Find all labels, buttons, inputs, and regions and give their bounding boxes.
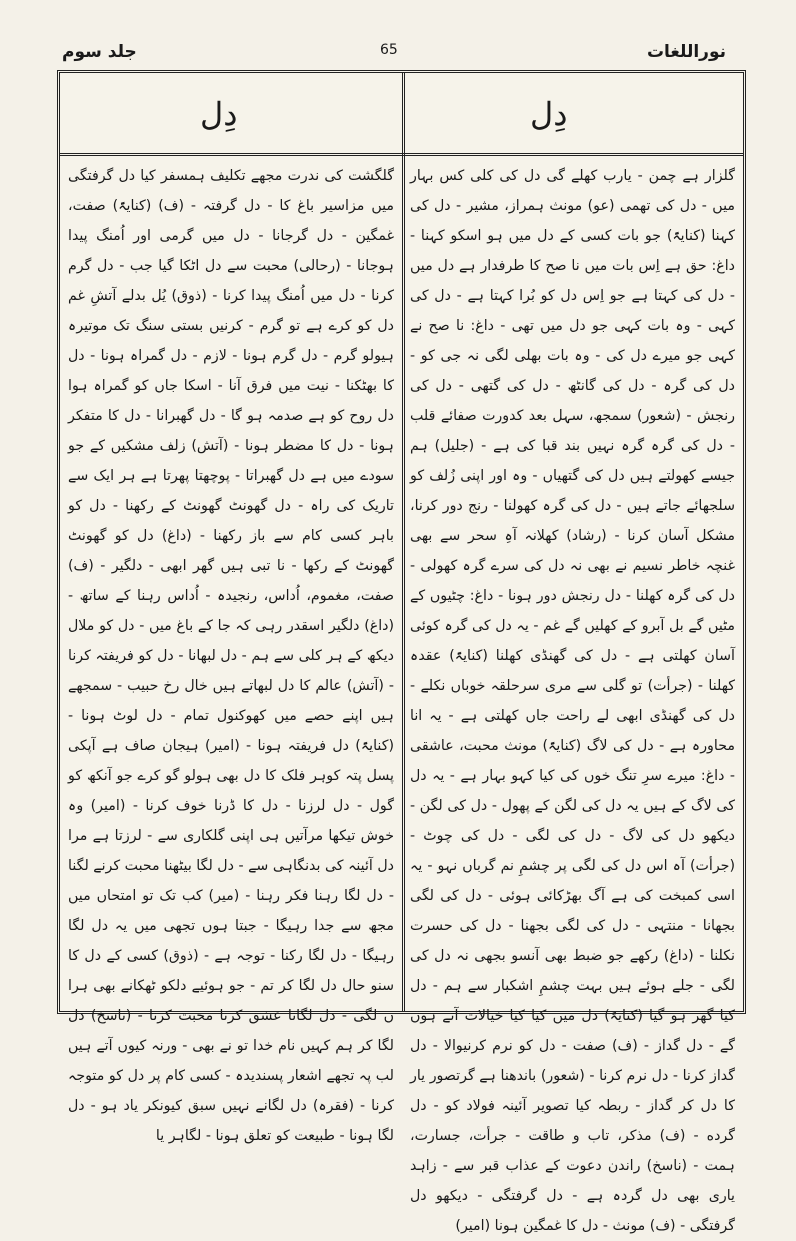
right-column-headword: دِل	[530, 95, 568, 133]
dictionary-title: نوراللغات	[646, 42, 726, 62]
column-divider	[402, 73, 405, 1011]
page-number: 65	[380, 42, 398, 58]
left-column-text	[68, 161, 394, 1144]
left-column-headword: دِل	[200, 95, 238, 133]
page-frame	[57, 70, 746, 1234]
right-column-entries: گلزار ہے چمن - یارب کھلے گی دل کی کلی کس بہار میں - دل کی تھمی (عو) مونث ہمراز، مشیر - دل کی کہنا (کنایۃً) جو بات کسی کے دل میں ہو اسکو کہنا - داغ: حق ہے اِس بات میں نا صح کا طرفدار ہے دل میں - دل کی کہتا ہے جو اِس دل کو بُرا کہتا ہے - دل کی کہی - وہ بات کہی جو دل میں تھی - داغ: نا صح نے کہی جو میرے دل کی - وہ بات بھلی لگی نہ جی کو - دل کی گرہ - دل کی گانٹھ - دل کی گتھی - دل کی رنجش - (شعور) سمجھ، سہل بعد کدورت صفائے قلب - دل کی گرہ گرہ نہیں بند قبا کی ہے - (جلیل) ہم جیسے کھولتے ہیں دل کی گتھیاں - وہ اور اپنی زُلف کو سلجھائے جاتے ہیں - دل کی گرہ کھولنا - رنج دور کرنا، مشکل آسان کرنا - (رشاد) کھلانہ آہِ سحر سے بھی غنچہ خاطر نسیم نے بھی نہ دل کی سرے گرہ کھولی - دل کی گرہ کھلنا - دل رنجش دور ہونا - داغ: چٹیوں کے مٹیں گے بل آبرو کے کھلیں گے غم - یہ دل کی گرہ کوئی آسان کھلتی ہے - دل کی گھنڈی کھلنا (کنایۃً) عقدہ کھلنا - (جرأت) تو گلی سے مری سرحلقہ خوباں نکلے - دل کی گھنڈی ابھی لے راحت جاں کھلتی ہے - یہ انا محاورہ ہے - دل کی لاگ (کنایۃً) مونث محبت، عاشقی - داغ: میرے سرِ تنگ خوں کی کیا کہو بہار ہے - یہ دل کی لاگ کے ہیں یہ دل کی لگن کے پھول - دل کی لگن - دیکھو دل کی لاگ - دل کی لگی - دل کی چوٹ - (جرأت) آہ اس دل کی لگی پر چشمِ نم گرباں نہو - یہ اسی کمبخت کی ہے آگ بھڑکائی ہوئی - دل کی لگی بجھانا - منتہی - دل کی لگی بجھنا - دل کی حسرت نکلنا - (داغ) رکھے جو ضبط بھی آنسو بجھی نہ دل کی لگی - جلے ہوئے ہیں بہت چشمِ اشکبار سے ہم - دل کیا گھر ہو گیا (کنایۃً) دل میں کیا کیا خیالات آتے ہوں گے - دل گداز - (ف) صفت - دل کو نرم کرنیوالا - دل گداز کرنا - دل نرم کرنا - (شعور) باندھنا ہے گرتصور یار کا دل کر گداز - ربطہ کیا تصویر آئینہ فولاد کو - دل گرده - (ف) مذکر، تاب و طاقت - جرأت، جسارت، ہمت - (ناسخ) راندن دعوت کے عذاب قبر سے - زاہد یاری بھی دل گردہ ہے - دل گرفتگی - دیکھو دل گرفتگی - (ف) مونث - دل کا غمگین ہونا (امیر)	[410, 168, 735, 1234]
volume-label: جلد سوم	[62, 42, 137, 62]
right-column-text	[410, 161, 735, 1234]
left-column-entries: گلگشت کی ندرت مجھے تکلیف ہمسفر کیا دل گرفتگی میں مزاسیر باغ کا - دل گرفتہ - (ف) (کنایۃً) صفت، غمگین - دل گرجانا - دل میں گرمی اور اُمنگ پیدا ہوجانا - (رحالی) محبت سے دل اٹکا گیا جب - دل گرم کرنا - دل میں اُمنگ پیدا کرنا - (ذوق) یُل بدلے آتشِ غم دل کو کرے ہے تو گرم - کرنیں بستی سنگ تک موتیرہ ہیولو گرم - دل گرم ہونا - لازم - دل گمراہ ہونا - دل کا بھٹکنا - نیت میں فرق آنا - اسکا جاں کو گمراہ ہوا دل روح کو ہے صدمہ ہو گا - دل گھبرانا - دل کا متفکر ہونا - دل کا مضطر ہونا - (آتش) زلف مشکیں کے جو سودے میں ہے دل گھبراتا - پوچھتا پھرتا ہے ہر ایک سے تاریک کی راہ - دل گھونٹ گھونٹ کے رکھنا - دل کو باہر کسی کام سے باز رکھنا - (داغ) دل کو گھونٹ گھونٹ کے رکھا - نا تبی ہیں گھر ابھی - دلگیر - (ف) صفت، مغموم، اُداس، رنجیدہ - اُداس رہنا کے ساتھ - (داغ) دلگیر اسقدر رہی کہ جا کے باغ میں - دل کو ملال دیکھ کے ہر کلی سے ہم - دل لبھانا - دل کو فریفتہ کرنا - (آتش) عالم کا دل لبھاتے ہیں خال رخ حبیب - سمجھے ہیں اپنے حصے میں کھوکنول تمام - دل لوٹ ہونا - (کنایۃً) دل فریفتہ ہونا - (امیر) ہیجان صاف ہے آپکی پسل پتہ کوہر فلک کا دل بھی ہولو گو کرے جو آنکھ کو گول - دل لرزنا - دل کا ڈرنا خوف کرنا - (امیر) وہ خوش تیکھا مرآتیں ہی اپنی گلکاری سے - لرزتا ہے مرا دل آئینہ کی بدنگاہی سے - دل لگا بیٹھنا محبت کرنے لگنا - دل لگا رہنا فکر رہنا - (میر) کب تک تو امتحاں میں مجھ سے جدا رہیگا - جبتا ہوں تجھی میں یہ دل لگا رہیگا - دل لگا رکنا - توجہ ہے - (ذوق) کسی کے دل کا سنو حال دل لگا کر تم - جو ہوئیے دلکو ٹھکانے بھی ہرا ں لگی - دل لگانا عشق کرنا محبت کرنا - (ناسخ) دل لگا کر ہم کہیں نام خدا تو نے بھی - ورنہ کیوں آتے ہیں لب پہ تجھے اشعار پسندیدہ - کسی کام پر دل کو متوجہ کرنا - (فقرہ) دل لگانے نہیں سبق کیونکر یاد ہو - دل لگا ہونا - طبیعت کو تعلق ہونا - لگاہر یا	[68, 168, 394, 1144]
